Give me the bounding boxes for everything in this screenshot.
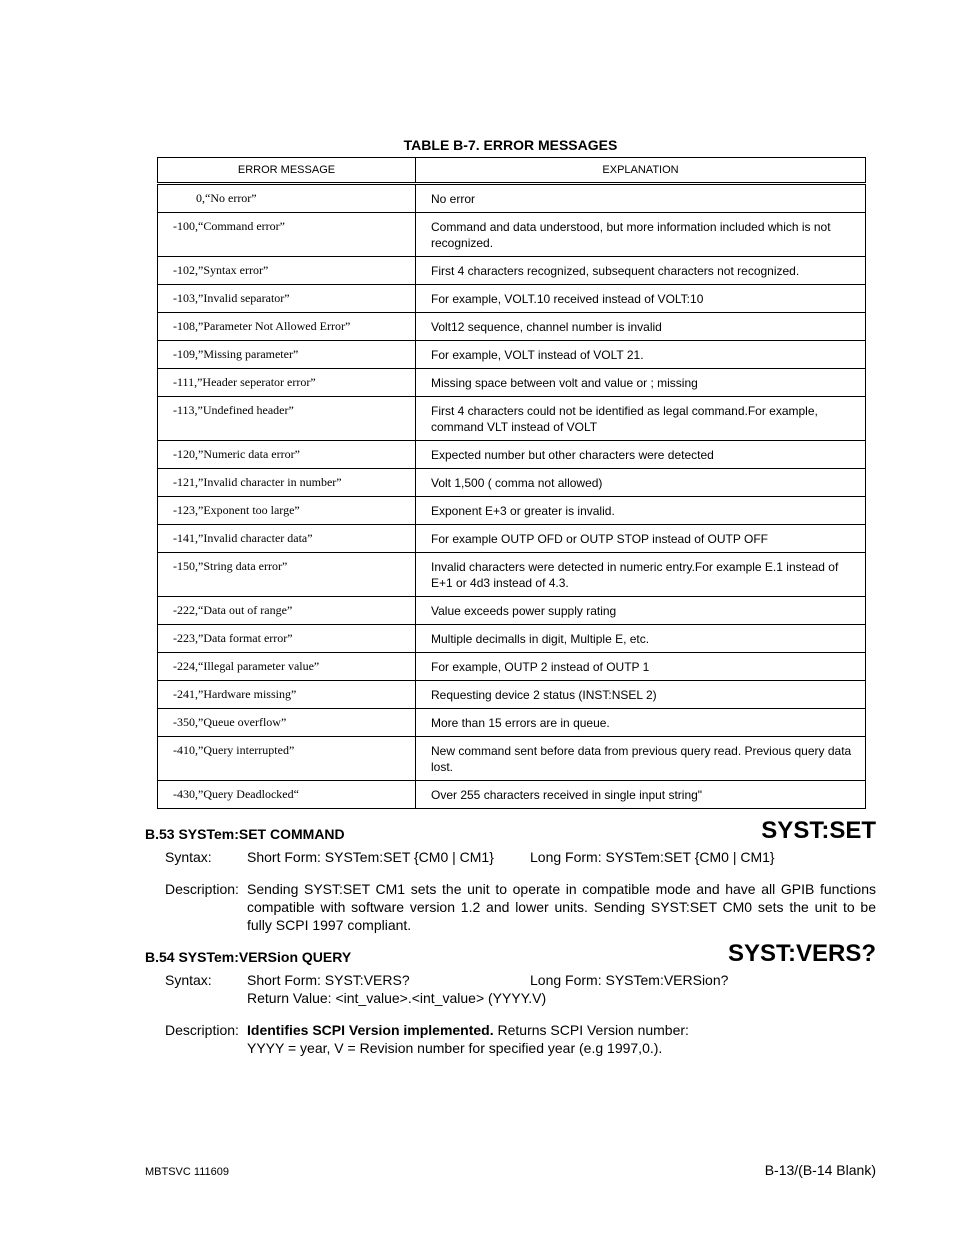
explanation-cell: Requesting device 2 status (INST:NSEL 2) (416, 681, 866, 709)
description-b53: Sending SYST:SET CM1 sets the unit to operate in compatible mode and have all GPIB functions compatible with software version 1.2 and lower units. Sending SYST:SET CM0 sets the unit to be fully SCPI 1997 compliant. (247, 881, 876, 933)
error-message-cell: -410,”Query interrupted” (158, 737, 416, 781)
short-form-b54: Short Form: SYST:VERS? (247, 972, 410, 988)
explanation-cell: More than 15 errors are in queue. (416, 709, 866, 737)
explanation-cell: For example, OUTP 2 instead of OUTP 1 (416, 653, 866, 681)
explanation-cell: For example, VOLT instead of VOLT 21. (416, 341, 866, 369)
table-row (158, 184, 866, 213)
explanation-cell: Value exceeds power supply rating (416, 597, 866, 625)
table-header-row (158, 158, 866, 184)
error-message-cell: -350,”Queue overflow” (158, 709, 416, 737)
explanation-cell: First 4 characters recognized, subsequent characters not recognized. (416, 257, 866, 285)
column-header-explanation: EXPLANATION (416, 158, 866, 184)
explanation-cell: Volt12 sequence, channel number is invalid (416, 313, 866, 341)
explanation-cell: Command and data understood, but more information included which is not recognized. (416, 213, 866, 257)
table-row (158, 285, 866, 313)
error-message-cell: -224,“Illegal parameter value” (158, 653, 416, 681)
error-message-cell: -121,”Invalid character in number” (158, 469, 416, 497)
description-label-b53: Description: (165, 881, 239, 897)
description-label-b54: Description: (165, 1022, 239, 1038)
table-row (158, 313, 866, 341)
error-message-cell: -109,”Missing parameter” (158, 341, 416, 369)
table-row (158, 781, 866, 809)
explanation-cell: Over 255 characters received in single input string" (416, 781, 866, 809)
error-message-cell: -103,”Invalid separator” (158, 285, 416, 313)
syntax-label-b54: Syntax: (165, 972, 212, 988)
long-form-b53: Long Form: SYSTem:SET {CM0 | CM1} (530, 849, 775, 865)
error-message-cell: -222,“Data out of range” (158, 597, 416, 625)
table-row (158, 213, 866, 257)
error-message-cell: -430,”Query Deadlocked“ (158, 781, 416, 809)
error-message-cell: -102,”Syntax error” (158, 257, 416, 285)
footer-doc-id: MBTSVC 111609 (145, 1166, 229, 1178)
section-b53-command: SYST:SET (761, 817, 876, 844)
explanation-cell: First 4 characters could not be identified as legal command.For example, command VLT instead of VOLT (416, 397, 866, 441)
error-messages-table (157, 157, 866, 809)
explanation-cell: Multiple decimalls in digit, Multiple E, etc. (416, 625, 866, 653)
error-message-cell: 0,“No error” (158, 184, 416, 213)
error-message-cell: -120,”Numeric data error” (158, 441, 416, 469)
error-message-cell: -111,”Header seperator error” (158, 369, 416, 397)
explanation-cell: New command sent before data from previous query read. Previous query data lost. (416, 737, 866, 781)
explanation-cell: For example OUTP OFD or OUTP STOP instead of OUTP OFF (416, 525, 866, 553)
explanation-cell: Volt 1,500 ( comma not allowed) (416, 469, 866, 497)
error-message-cell: -223,”Data format error” (158, 625, 416, 653)
description-b54-bold: Identifies SCPI Version implemented. (247, 1022, 494, 1038)
explanation-cell: Expected number but other characters were detected (416, 441, 866, 469)
error-message-cell: -100,“Command error” (158, 213, 416, 257)
error-message-cell: -113,”Undefined header” (158, 397, 416, 441)
table-row (158, 341, 866, 369)
table-row (158, 625, 866, 653)
table-row (158, 257, 866, 285)
error-message-cell: -141,”Invalid character data” (158, 525, 416, 553)
long-form-b54: Long Form: SYSTem:VERSion? (530, 972, 729, 988)
footer-page-number: B-13/(B-14 Blank) (764, 1162, 876, 1178)
table-title: TABLE B-7. ERROR MESSAGES (403, 137, 618, 153)
table-row (158, 469, 866, 497)
description-b54-line2: YYYY = year, V = Revision number for specified year (e.g 1997,0.). (247, 1040, 663, 1056)
explanation-cell: Missing space between volt and value or ; missing (416, 369, 866, 397)
description-b54 (247, 1021, 876, 1057)
error-message-cell: -123,”Exponent too large” (158, 497, 416, 525)
table-row (158, 397, 866, 441)
table-row (158, 553, 866, 597)
table-row (158, 441, 866, 469)
table-row (158, 653, 866, 681)
explanation-cell: No error (416, 184, 866, 213)
short-form-b53: Short Form: SYSTem:SET {CM0 | CM1} (247, 849, 494, 865)
syntax-label-b53: Syntax: (165, 849, 212, 865)
table-row (158, 597, 866, 625)
table-row (158, 737, 866, 781)
column-header-error-message: ERROR MESSAGE (158, 158, 416, 184)
return-value-b54: Return Value: <int_value>.<int_value> (YYYY.V) (247, 990, 547, 1006)
table-row (158, 681, 866, 709)
table-row (158, 525, 866, 553)
error-message-cell: -150,”String data error” (158, 553, 416, 597)
explanation-cell: Exponent E+3 or greater is invalid. (416, 497, 866, 525)
error-message-cell: -241,”Hardware missing” (158, 681, 416, 709)
explanation-cell: For example, VOLT.10 received instead of VOLT:10 (416, 285, 866, 313)
section-b53-title: B.53 SYSTem:SET COMMAND (145, 826, 345, 842)
description-b54-rest: Returns SCPI Version number: (493, 1022, 689, 1038)
table-row (158, 369, 866, 397)
table-row (158, 709, 866, 737)
section-b54-title: B.54 SYSTem:VERSion QUERY (145, 949, 352, 965)
error-message-cell: -108,”Parameter Not Allowed Error” (158, 313, 416, 341)
table-row (158, 497, 866, 525)
section-b54-command: SYST:VERS? (727, 940, 876, 967)
explanation-cell: Invalid characters were detected in numeric entry.For example E.1 instead of E+1 or 4d3 instead of 4.3. (416, 553, 866, 597)
